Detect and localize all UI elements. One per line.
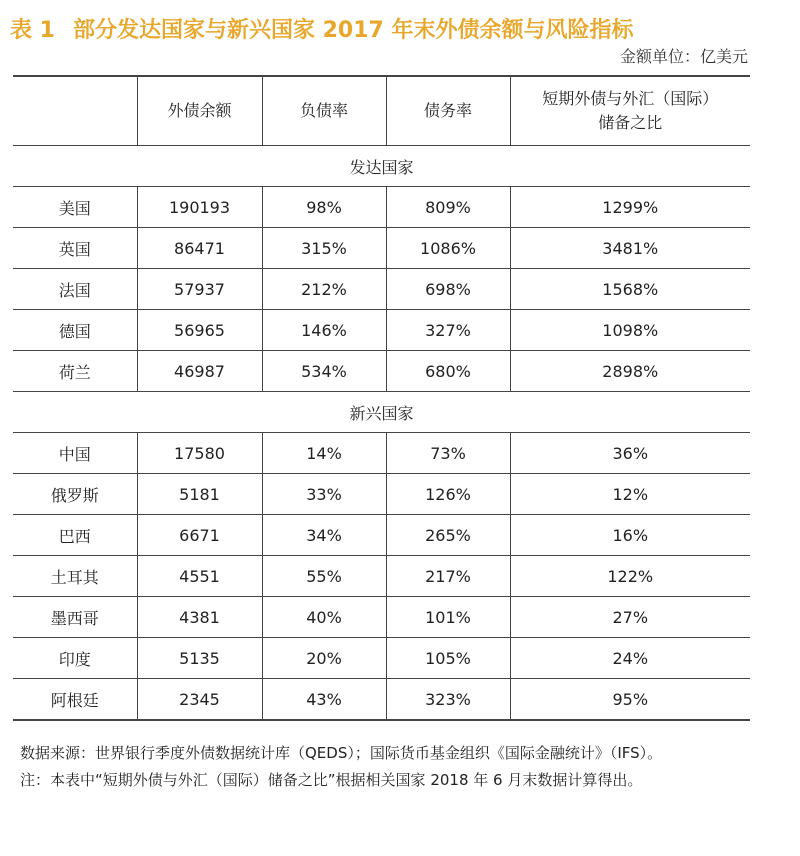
table-row (13, 556, 750, 597)
table-title-text: 部分发达国家与新兴国家 2017 年末外债余额与风险指标 (72, 17, 634, 43)
debt-service-ratio-cell: 698% (386, 269, 510, 310)
debt-balance-cell: 86471 (137, 228, 262, 269)
debt-service-ratio-cell: 101% (386, 597, 510, 638)
table-row (13, 515, 750, 556)
short-term-ratio-cell: 1568% (510, 269, 750, 310)
debt-service-ratio-cell: 680% (386, 351, 510, 392)
short-term-ratio-cell: 24% (510, 638, 750, 679)
debt-ratio-cell: 20% (262, 638, 386, 679)
header-short-term-ratio (510, 76, 750, 146)
country-cell: 土耳其 (13, 556, 137, 597)
table-row (13, 433, 750, 474)
header-country (13, 76, 137, 146)
debt-ratio-cell: 534% (262, 351, 386, 392)
debt-balance-cell: 17580 (137, 433, 262, 474)
debt-service-ratio-cell: 809% (386, 187, 510, 228)
debt-balance-cell: 46987 (137, 351, 262, 392)
header-short-term-line2: 储备之比 (598, 113, 663, 132)
debt-ratio-cell: 40% (262, 597, 386, 638)
debt-service-ratio-cell: 217% (386, 556, 510, 597)
debt-ratio-cell: 33% (262, 474, 386, 515)
short-term-ratio-cell: 12% (510, 474, 750, 515)
table-row (13, 269, 750, 310)
group-row (13, 146, 750, 187)
header-debt-balance: 外债余额 (137, 76, 262, 146)
source-note: 数据来源：世界银行季度外债数据统计库（QEDS）；国际货币基金组织《国际金融统计》（IFS）。 (20, 744, 663, 762)
short-term-ratio-cell: 27% (510, 597, 750, 638)
debt-service-ratio-cell: 73% (386, 433, 510, 474)
table-row (13, 310, 750, 351)
debt-ratio-cell: 55% (262, 556, 386, 597)
country-cell: 英国 (13, 228, 137, 269)
debt-balance-cell: 56965 (137, 310, 262, 351)
group-label: 新兴国家 (13, 392, 750, 433)
debt-service-ratio-cell: 323% (386, 679, 510, 721)
country-cell: 美国 (13, 187, 137, 228)
short-term-ratio-cell: 1098% (510, 310, 750, 351)
country-cell: 阿根廷 (13, 679, 137, 721)
debt-balance-cell: 5181 (137, 474, 262, 515)
debt-balance-cell: 190193 (137, 187, 262, 228)
header-debt-service-ratio: 债务率 (386, 76, 510, 146)
table-row (13, 597, 750, 638)
debt-service-ratio-cell: 105% (386, 638, 510, 679)
debt-table (13, 75, 750, 721)
debt-balance-cell: 57937 (137, 269, 262, 310)
debt-ratio-cell: 315% (262, 228, 386, 269)
table-row (13, 228, 750, 269)
table-title (10, 8, 634, 48)
table-row (13, 351, 750, 392)
short-term-ratio-cell: 122% (510, 556, 750, 597)
country-cell: 印度 (13, 638, 137, 679)
remark-note: 注：本表中“短期外债与外汇（国际）储备之比”根据相关国家 2018 年 6 月末数据计算得出。 (20, 771, 643, 789)
debt-service-ratio-cell: 1086% (386, 228, 510, 269)
debt-balance-cell: 4381 (137, 597, 262, 638)
short-term-ratio-cell: 95% (510, 679, 750, 721)
table-notes (20, 740, 662, 794)
debt-ratio-cell: 98% (262, 187, 386, 228)
short-term-ratio-cell: 1299% (510, 187, 750, 228)
header-short-term-line1: 短期外债与外汇（国际） (542, 89, 719, 108)
debt-balance-cell: 4551 (137, 556, 262, 597)
country-cell: 墨西哥 (13, 597, 137, 638)
debt-ratio-cell: 212% (262, 269, 386, 310)
country-cell: 德国 (13, 310, 137, 351)
table-row (13, 638, 750, 679)
country-cell: 俄罗斯 (13, 474, 137, 515)
debt-balance-cell: 5135 (137, 638, 262, 679)
table-row (13, 474, 750, 515)
table-row (13, 187, 750, 228)
group-row (13, 392, 750, 433)
debt-service-ratio-cell: 265% (386, 515, 510, 556)
country-cell: 中国 (13, 433, 137, 474)
short-term-ratio-cell: 36% (510, 433, 750, 474)
country-cell: 荷兰 (13, 351, 137, 392)
table-row (13, 679, 750, 721)
unit-label: 金额单位：亿美元 (619, 47, 748, 66)
debt-balance-cell: 2345 (137, 679, 262, 721)
debt-balance-cell: 6671 (137, 515, 262, 556)
group-label: 发达国家 (13, 146, 750, 187)
header-debt-ratio: 负债率 (262, 76, 386, 146)
table-number: 表 1 (10, 17, 55, 43)
short-term-ratio-cell: 16% (510, 515, 750, 556)
debt-ratio-cell: 14% (262, 433, 386, 474)
short-term-ratio-cell: 3481% (510, 228, 750, 269)
debt-ratio-cell: 34% (262, 515, 386, 556)
header-row (13, 76, 750, 146)
debt-service-ratio-cell: 327% (386, 310, 510, 351)
debt-service-ratio-cell: 126% (386, 474, 510, 515)
short-term-ratio-cell: 2898% (510, 351, 750, 392)
country-cell: 法国 (13, 269, 137, 310)
country-cell: 巴西 (13, 515, 137, 556)
debt-ratio-cell: 43% (262, 679, 386, 721)
debt-ratio-cell: 146% (262, 310, 386, 351)
